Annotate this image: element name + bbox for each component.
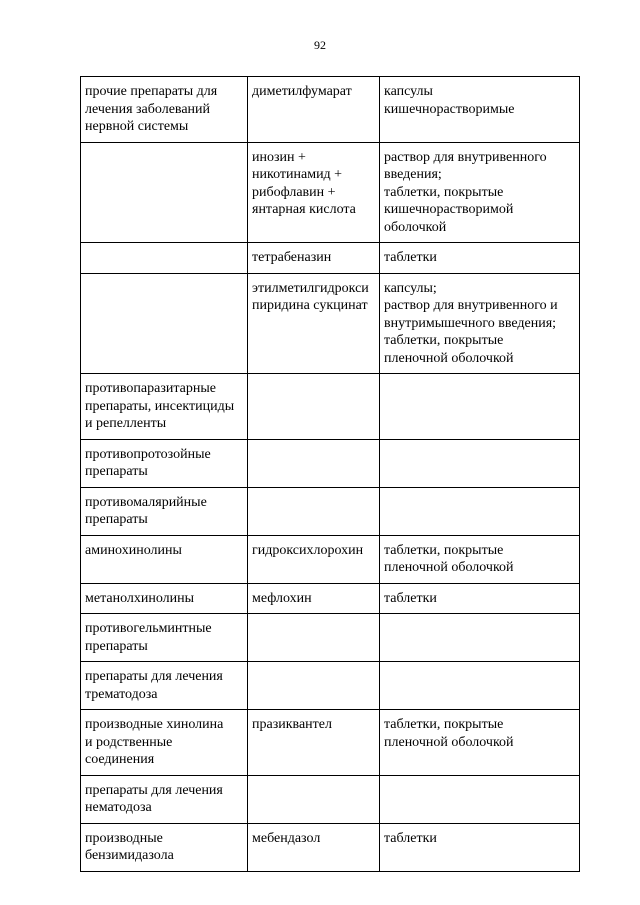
drug-name-cell: диметилфумарат (248, 77, 380, 143)
table-row (81, 775, 580, 823)
table-row (81, 142, 580, 243)
drug-name-cell: празиквантел (248, 710, 380, 776)
drug-name-cell: мебендазол (248, 823, 380, 871)
group-cell: препараты для лечения трематодоза (81, 662, 248, 710)
table-row (81, 535, 580, 583)
group-cell: метанолхинолины (81, 583, 248, 614)
drug-name-cell (248, 374, 380, 440)
dosage-form-cell (380, 374, 580, 440)
dosage-form-cell: капсулы кишечнорастворимые (380, 77, 580, 143)
table-row (81, 614, 580, 662)
table-row (81, 77, 580, 143)
page-number: 92 (314, 38, 326, 52)
table-row (81, 273, 580, 374)
drug-name-cell: этилметилгидрокси пиридина сукцинат (248, 273, 380, 374)
dosage-form-cell: таблетки, покрытые пленочной оболочкой (380, 710, 580, 776)
drug-name-cell: мефлохин (248, 583, 380, 614)
table-row (81, 487, 580, 535)
table-row (81, 374, 580, 440)
drug-name-cell (248, 439, 380, 487)
dosage-form-cell (380, 614, 580, 662)
drug-name-cell: гидроксихлорохин (248, 535, 380, 583)
group-cell (81, 273, 248, 374)
dosage-form-cell: таблетки (380, 243, 580, 274)
table-row (81, 662, 580, 710)
table-row (81, 583, 580, 614)
dosage-form-cell (380, 439, 580, 487)
group-cell: производные бензимидазола (81, 823, 248, 871)
drug-table (80, 76, 580, 872)
table-row (81, 243, 580, 274)
group-cell: прочие препараты для лечения заболеваний нервной системы (81, 77, 248, 143)
table-body (81, 77, 580, 872)
dosage-form-cell (380, 662, 580, 710)
group-cell: аминохинолины (81, 535, 248, 583)
dosage-form-cell: раствор для внутривенного введения; таблетки, покрытые кишечнорастворимой оболочкой (380, 142, 580, 243)
group-cell: производные хинолина и родственные соединения (81, 710, 248, 776)
group-cell (81, 142, 248, 243)
drug-name-cell (248, 614, 380, 662)
dosage-form-cell: таблетки, покрытые пленочной оболочкой (380, 535, 580, 583)
dosage-form-cell (380, 775, 580, 823)
table-row (81, 710, 580, 776)
dosage-form-cell: капсулы; раствор для внутривенного и внутримышечного введения; таблетки, покрытые пленочной оболочкой (380, 273, 580, 374)
drug-name-cell: тетрабеназин (248, 243, 380, 274)
dosage-form-cell (380, 487, 580, 535)
table-row (81, 439, 580, 487)
dosage-form-cell: таблетки (380, 823, 580, 871)
group-cell: противогельминтные препараты (81, 614, 248, 662)
drug-name-cell (248, 662, 380, 710)
dosage-form-cell: таблетки (380, 583, 580, 614)
table-row (81, 823, 580, 871)
group-cell: противомалярийные препараты (81, 487, 248, 535)
group-cell: препараты для лечения нематодоза (81, 775, 248, 823)
group-cell (81, 243, 248, 274)
group-cell: противопротозойные препараты (81, 439, 248, 487)
group-cell: противопаразитарные препараты, инсектициды и репелленты (81, 374, 248, 440)
drug-name-cell: инозин + никотинамид + рибофлавин + янтарная кислота (248, 142, 380, 243)
drug-name-cell (248, 775, 380, 823)
drug-name-cell (248, 487, 380, 535)
